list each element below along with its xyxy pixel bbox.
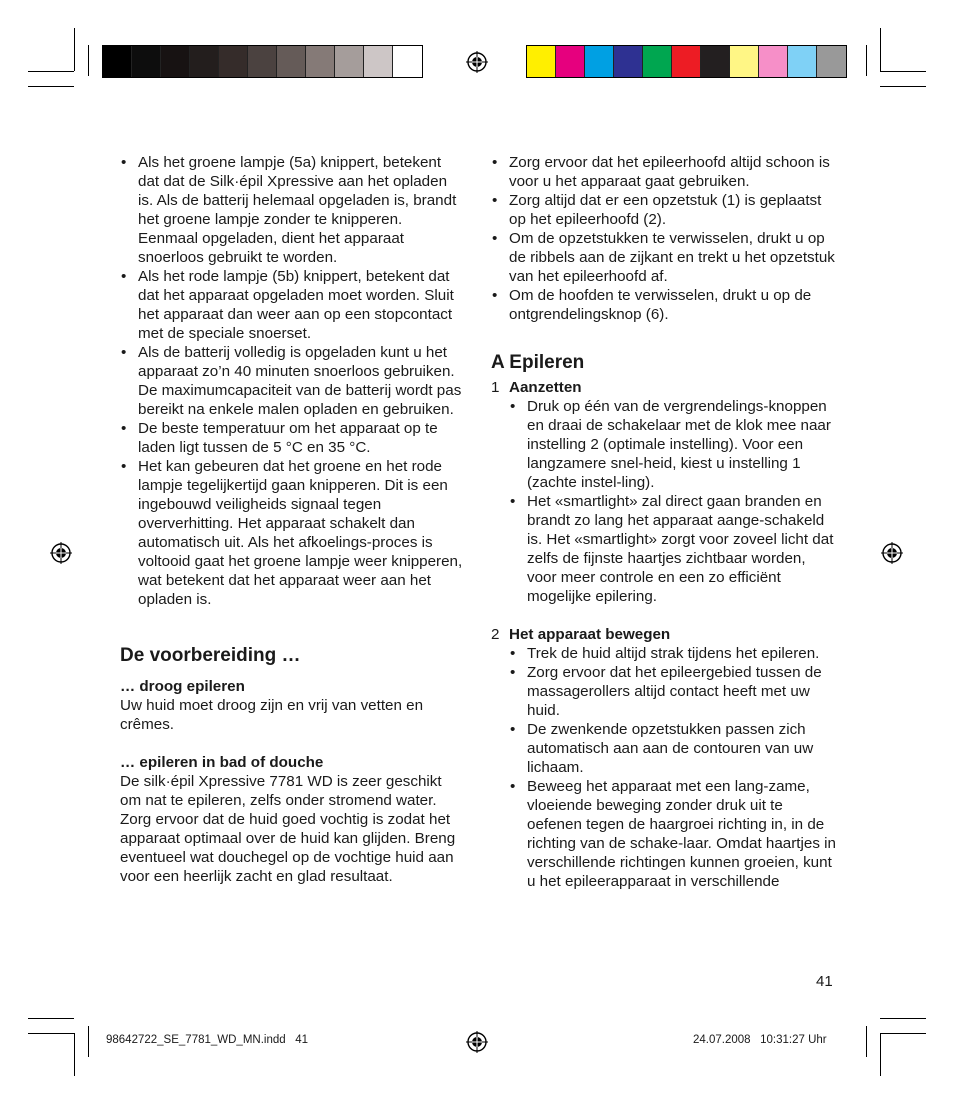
color-swatch xyxy=(103,46,132,77)
right-column xyxy=(491,153,836,891)
paragraph: De silk·épil Xpressive 7781 WD is zeer geschikt om nat te epileren, zelfs onder stromend water. Zorg ervoor dat de huid goed vochtig is zodat het apparaat optimaal over de huid kan glijden. Breng eventueel wat douchegel op de vochtige huid aan voor een heerlijk zacht en glad resultaat. xyxy=(120,773,456,885)
list-item: • Als de batterij volledig is opgeladen kunt u het apparaat zo’n 40 minuten snoerloos gebruiken. De maximumcapaciteit van de batterij wordt pas bereikt na enkele malen opladen en gebruiken. xyxy=(120,343,465,419)
section-title: De voorbereiding … xyxy=(120,645,301,666)
list-item: • Het kan gebeuren dat het groene en het rode lampje tegelijkertijd gaan knipperen. Dit is een ingebouwd veiligheids signaal tegen oververhitting. Het apparaat schakelt dan automatisch uit. Als het afkoelings-proces is voltooid gaat het groene lampje weer knipperen, wat betekent dat het apparaat weer aan het opladen is. xyxy=(120,457,465,609)
page-number: 41 xyxy=(816,973,833,990)
crop-mark xyxy=(880,1033,926,1034)
list-item: • Het «smartlight» zal direct gaan branden en brandt zo lang het apparaat aange-schakeld is. Het «smartlight» zorgt voor zoveel licht dat zelfs de fijnste haartjes zichtbaar worden, voor meer controle en een zo efficiënt mogelijke epilering. xyxy=(491,492,836,606)
grayscale-color-bar xyxy=(102,45,423,78)
list-item: • Als het rode lampje (5b) knippert, betekent dat dat het apparaat opgeladen moet worden. Sluit het apparaat dan weer aan op een stopcontact met de speciale snoerset. xyxy=(120,267,465,343)
color-swatch xyxy=(527,46,556,77)
color-swatch xyxy=(817,46,846,77)
bullet-list xyxy=(491,644,836,891)
color-swatch xyxy=(759,46,788,77)
step-heading xyxy=(491,625,836,644)
step-heading xyxy=(491,378,836,397)
list-item: • De zwenkende opzetstukken passen zich automatisch aan aan de contouren van uw lichaam. xyxy=(491,720,836,777)
step-title: Aanzetten xyxy=(509,379,582,396)
color-swatch xyxy=(335,46,364,77)
color-swatch xyxy=(788,46,817,77)
color-swatch xyxy=(585,46,614,77)
section-title: A Epileren xyxy=(491,352,585,373)
step-title: Het apparaat bewegen xyxy=(509,626,671,643)
bullet-list xyxy=(491,397,836,606)
crop-mark xyxy=(28,86,74,87)
crop-mark xyxy=(28,1018,74,1019)
crop-mark xyxy=(880,1018,926,1019)
crop-mark xyxy=(880,1033,881,1076)
list-item: • Druk op één van de vergrendelings-knoppen en draai de schakelaar met de klok mee naar instelling 2 (optimale instelling). Voor een langzamere snel-heid, kiest u instelling 1 (zachte instel-ling). xyxy=(491,397,836,492)
slug-timestamp: 24.07.2008 10:31:27 Uhr xyxy=(693,1034,827,1046)
subsection-title: … droog epileren xyxy=(120,678,245,695)
color-swatch xyxy=(614,46,643,77)
color-swatch xyxy=(701,46,730,77)
crop-mark xyxy=(880,86,926,87)
list-item: • Zorg ervoor dat het epileergebied tussen de massagerollers altijd contact heeft met uw huid. xyxy=(491,663,836,720)
color-swatch xyxy=(277,46,306,77)
color-swatch xyxy=(730,46,759,77)
list-item: • De beste temperatuur om het apparaat op te laden ligt tussen de 5 °C en 35 °C. xyxy=(120,419,465,457)
registration-target-icon xyxy=(50,542,72,564)
slug-filename: 98642722_SE_7781_WD_MN.indd 41 xyxy=(106,1034,309,1046)
color-swatch xyxy=(190,46,219,77)
list-item: • Om de opzetstukken te verwisselen, drukt u op de ribbels aan de zijkant en trekt u het opzetstuk van het epileerhoofd af. xyxy=(491,229,836,286)
color-swatch xyxy=(393,46,422,77)
color-swatch xyxy=(672,46,701,77)
crop-mark xyxy=(28,1033,74,1034)
crop-mark xyxy=(28,71,74,72)
list-item: • Om de hoofden te verwisselen, drukt u op de ontgrendelingsknop (6). xyxy=(491,286,836,324)
subsection-title: … epileren in bad of douche xyxy=(120,754,324,771)
crop-mark xyxy=(88,1026,89,1057)
paragraph: Uw huid moet droog zijn en vrij van vetten en crêmes. xyxy=(120,697,424,733)
list-item: • Als het groene lampje (5a) knippert, betekent dat dat de Silk·épil Xpressive aan het opladen is. Als de batterij helemaal opgeladen is, brandt het groene lampje zonder te knipperen. Eenmaal opgeladen, dient het apparaat snoerloos gebruikt te worden. xyxy=(120,153,465,267)
crop-mark xyxy=(88,45,89,76)
color-swatch xyxy=(556,46,585,77)
list-item: • Trek de huid altijd strak tijdens het epileren. xyxy=(491,644,836,663)
list-item: • Beweeg het apparaat met een lang-zame, vloeiende beweging zonder druk uit te oefenen tegen de haargroei richting in, in de richting van de schake-laar. Omdat haartjes in verschillende richtingen kunnen groeien, kunt u het epileerapparaat in verschillende xyxy=(491,777,836,891)
bullet-list xyxy=(491,153,836,324)
bullet-list xyxy=(120,153,465,609)
process-color-bar xyxy=(526,45,847,78)
color-swatch xyxy=(132,46,161,77)
color-swatch xyxy=(219,46,248,77)
registration-target-icon xyxy=(466,1031,488,1053)
color-swatch xyxy=(364,46,393,77)
crop-mark xyxy=(880,71,926,72)
color-swatch xyxy=(161,46,190,77)
step-number: 2 xyxy=(491,626,500,643)
step-number: 1 xyxy=(491,379,500,396)
crop-mark xyxy=(880,28,881,71)
color-swatch xyxy=(306,46,335,77)
crop-mark xyxy=(866,45,867,76)
crop-mark xyxy=(866,1026,867,1057)
registration-target-icon xyxy=(881,542,903,564)
list-item: • Zorg ervoor dat het epileerhoofd altijd schoon is voor u het apparaat gaat gebruiken. xyxy=(491,153,836,191)
crop-mark xyxy=(74,28,75,71)
color-swatch xyxy=(643,46,672,77)
list-item: • Zorg altijd dat er een opzetstuk (1) is geplaatst op het epileerhoofd (2). xyxy=(491,191,836,229)
registration-target-icon xyxy=(466,51,488,73)
left-column xyxy=(120,153,465,886)
color-swatch xyxy=(248,46,277,77)
crop-mark xyxy=(74,1033,75,1076)
